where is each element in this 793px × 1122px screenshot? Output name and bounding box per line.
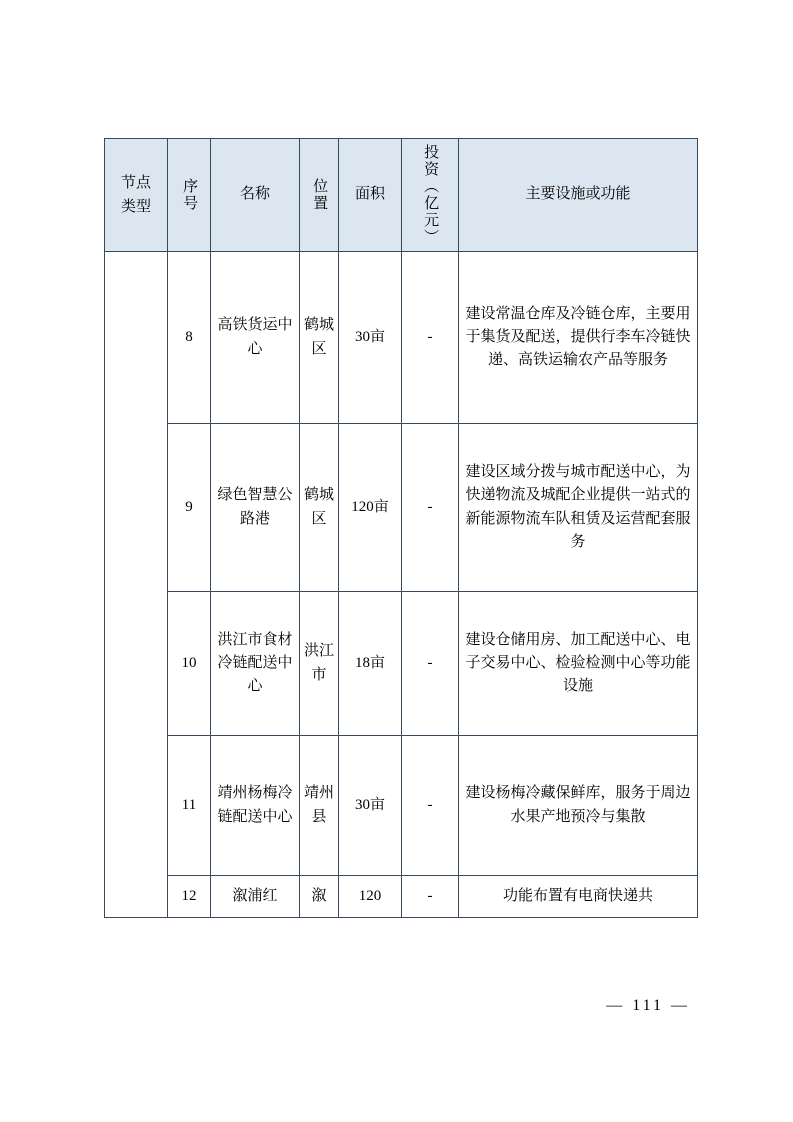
cell-name: 溆浦红 (211, 876, 300, 918)
cell-seq: 11 (168, 736, 211, 876)
cell-function: 功能布置有电商快递共 (459, 876, 698, 918)
cell-name: 洪江市食材冷链配送中心 (211, 592, 300, 736)
column-header-function-text: 主要设施或功能 (525, 186, 631, 203)
column-header-location (300, 139, 339, 252)
cell-investment: - (402, 736, 459, 876)
cell-area: 18亩 (339, 592, 402, 736)
table-header-row (105, 139, 698, 252)
logistics-nodes-table (104, 138, 698, 918)
cell-investment: - (402, 424, 459, 592)
cell-seq: 8 (168, 252, 211, 424)
table-header (105, 139, 698, 252)
table-row (105, 876, 698, 918)
column-header-location-text: 位置 (311, 178, 328, 212)
column-header-investment (402, 139, 459, 252)
cell-seq: 12 (168, 876, 211, 918)
cell-function: 建设杨梅冷藏保鲜库，服务于周边水果产地预冷与集散 (459, 736, 698, 876)
table-row (105, 424, 698, 592)
cell-location: 洪江市 (300, 592, 339, 736)
column-header-node-type (105, 139, 168, 252)
table-row (105, 252, 698, 424)
cell-area: 30亩 (339, 736, 402, 876)
column-header-area (339, 139, 402, 252)
cell-investment: - (402, 252, 459, 424)
cell-name: 高铁货运中心 (211, 252, 300, 424)
cell-investment: - (402, 876, 459, 918)
cell-location: 靖州县 (300, 736, 339, 876)
cell-function: 建设仓储用房、加工配送中心、电子交易中心、检验检测中心等功能设施 (459, 592, 698, 736)
column-header-area-text: 面积 (354, 186, 385, 203)
column-header-name-text: 名称 (239, 186, 270, 203)
table-row (105, 592, 698, 736)
node-type-line-2: 类型 (120, 199, 151, 215)
cell-function: 建设常温仓库及冷链仓库，主要用于集货及配送，提供行李车冷链快递、高铁运输农产品等服务 (459, 252, 698, 424)
table-row (105, 736, 698, 876)
column-header-seq (168, 139, 211, 252)
cell-seq: 10 (168, 592, 211, 736)
cell-location: 鹤城区 (300, 252, 339, 424)
node-type-line-1: 节点 (120, 175, 151, 191)
column-header-name (211, 139, 300, 252)
cell-seq: 9 (168, 424, 211, 592)
column-header-seq-text: 序号 (181, 178, 198, 212)
table-body (105, 252, 698, 918)
cell-name: 靖州杨梅冷链配送中心 (211, 736, 300, 876)
cell-name: 绿色智慧公路港 (211, 424, 300, 592)
column-header-function (459, 139, 698, 252)
column-header-investment-text: 投资（亿元） (422, 144, 439, 246)
page-number: — 111 — (606, 997, 690, 1014)
cell-node-type (105, 252, 168, 918)
cell-area: 120 (339, 876, 402, 918)
cell-area: 120亩 (339, 424, 402, 592)
cell-function: 建设区域分拨与城市配送中心，为快递物流及城配企业提供一站式的新能源物流车队租赁及运营配套服务 (459, 424, 698, 592)
cell-location: 溆 (300, 876, 339, 918)
cell-area: 30亩 (339, 252, 402, 424)
cell-investment: - (402, 592, 459, 736)
cell-location: 鹤城区 (300, 424, 339, 592)
